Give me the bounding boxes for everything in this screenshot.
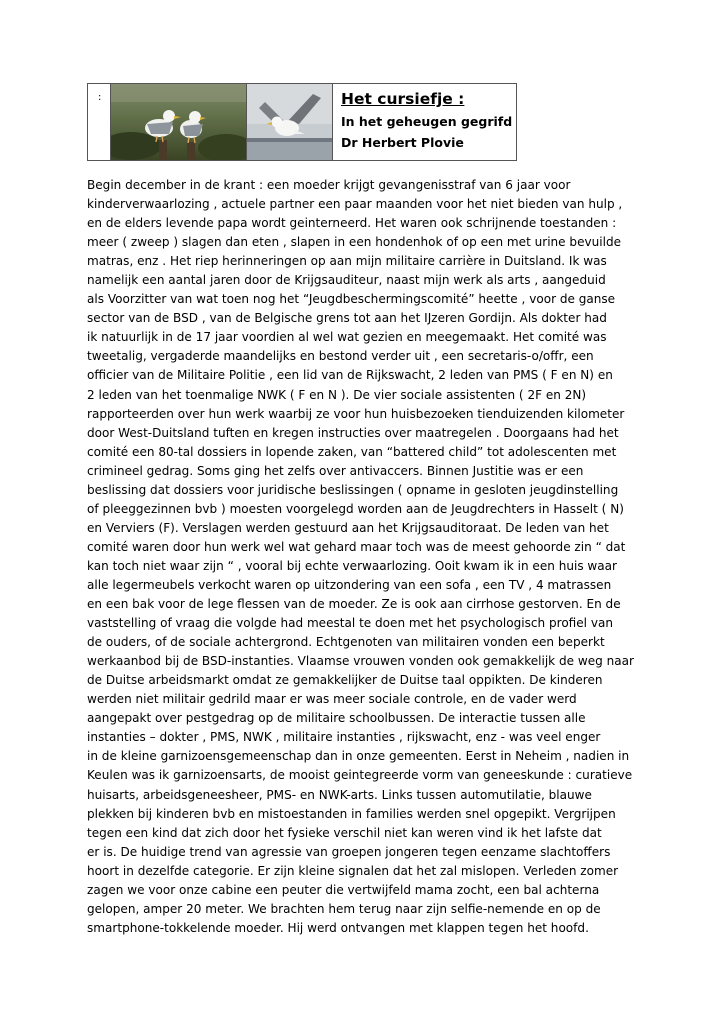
article-line: crimineel gedrag. Soms ging het zelfs over antivaccers. Binnen Justitie was er een	[87, 463, 584, 478]
column-title: Het cursiefje :	[341, 90, 465, 108]
article-line: huisarts, arbeidsgeneesheer, PMS- en NWK-arts. Links tussen automutilatie, blauwe	[87, 787, 592, 802]
article-line: Keulen was ik garnizoensarts, de mooist geintegreerde vorm van geneeskunde : curatieve	[87, 768, 633, 783]
article-line: comité waren door hun werk wel wat gehard maar toch was de meest gehoorde zin “ dat	[87, 539, 626, 554]
article-line: alle legermeubels verkocht waren op uitzondering van een sofa , een TV , 4 matrassen	[87, 577, 612, 592]
photo-cell-left	[111, 84, 247, 161]
article-line: de ouders, of de sociale achtergrond. Echtgenoten van militairen vonden een beperkt	[87, 635, 605, 650]
article-line: kinderverwaarlozing , actuele partner een paar maanden voor het niet bieden van hulp ,	[87, 197, 623, 212]
article-line: tweetalig, vergaderde maandelijks en bestond verder uit , een secretaris-o/offr, een	[87, 349, 594, 364]
article-line: matras, enz . Het riep herinneringen op aan mijn militaire carrière in Duitsland. Ik was	[87, 254, 607, 269]
seagulls-photo	[111, 84, 246, 160]
article-line: de Duitse arbeidsmarkt omdat ze gemakkelijker de Duitse taal oppikten. De kinderen	[87, 673, 603, 688]
photo-cell-right	[247, 84, 333, 161]
article-line: namelijk een aantal jaren door de Krijgsauditeur, naast mijn werk als arts , aangeduid	[87, 273, 606, 288]
article-line: 2 leden van het toenmalige NWK ( F en N ). De vier sociale assistenten ( 2F en 2N)	[87, 387, 587, 402]
article-line: of pleeggezinnen bvb ) moesten voorgelegd worden aan de Jeugdrechters in Hasselt ( N)	[87, 501, 624, 516]
article-line: zagen we voor onze cabine een peuter die vertwijfeld mama zocht, een bal achterna	[87, 882, 600, 897]
article-line: vaststelling of vraag die volgde had meestal te doen met het psychologisch profiel van	[87, 616, 614, 631]
title-cell	[333, 84, 517, 161]
article-line: beslissing dat dossiers voor juridische beslissingen ( opname in gesloten jeugdinstelling	[87, 482, 619, 497]
article-line: ik natuurlijk in de 17 jaar voordien al wel wat gezien en meegemaakt. Het comité was	[87, 330, 607, 345]
article-line: meer ( zweep ) slagen dan eten , slapen in een hondenhok of op een met urine bevuilde	[87, 235, 622, 250]
header-table	[87, 83, 517, 161]
article-line: plekken bij kinderen bvb en mistoestanden in families werden snel opgepikt. Vergrijpen	[87, 806, 616, 821]
article-line: kan toch niet waar zijn “ , vooral bij echte verwaarlozing. Ooit kwam ik in een huis waar	[87, 558, 618, 573]
column-subtitle: In het geheugen gegrifd	[341, 114, 513, 129]
article-line: en de elders levende papa wordt geinterneerd. Het waren ook schrijnende toestanden :	[87, 216, 617, 231]
article-line: rapporteerden over hun werk waarbij ze voor hun huisbezoeken tienduizenden kilometer	[87, 406, 625, 421]
article-line: er is. De huidige trend van agressie van groepen jongeren tegen eenzame slachtoffers	[87, 844, 611, 859]
article-line: officier van de Militaire Politie , een lid van de Rijkswacht, 2 leden van PMS ( F en N) en	[87, 368, 613, 383]
article-line: tegen een kind dat zich door het fysieke verschil niet kan weren vind ik het lafste dat	[87, 825, 602, 840]
article-line: werkaanbod bij de BSD-instanties. Vlaamse vrouwen vonden ook gemakkelijk de weg naar	[87, 654, 634, 669]
article-line: werden niet militair gedrild maar er was meer sociale controle, en de vader werd	[87, 692, 577, 707]
article-line: door West-Duitsland tuften en kregen instructies over maatregelen . Doorgaans had het	[87, 425, 619, 440]
author-name: Dr Herbert Plovie	[341, 135, 464, 150]
article-line: in de kleine garnizoensgemeenschap dan in onze gemeenten. Eerst in Neheim , nadien in	[87, 749, 630, 764]
seagull-landing-photo	[247, 84, 332, 160]
article-line: en Verviers (F). Verslagen werden gestuurd aan het Krijgsauditoraat. De leden van het	[87, 520, 609, 535]
article-body	[87, 176, 642, 938]
article-line: aangepakt over pestgedrag op de militaire schoolbussen. De interactie tussen alle	[87, 711, 586, 726]
article-line: sector van de BSD , van de Belgische grens tot aan het IJzeren Gordijn. Als dokter had	[87, 311, 607, 326]
article-line: smartphone-tokkelende moeder. Hij werd ontvangen met klappen tegen het hoofd.	[87, 920, 589, 935]
article-line: en een bak voor de lege flessen van de moeder. Ze is ook aan cirrhose gestorven. En de	[87, 597, 621, 612]
article-line: gelopen, amper 20 meter. We brachten hem terug naar zijn selfie-nemende en op de	[87, 901, 601, 916]
article-line: als Voorzitter van wat toen nog het “Jeugdbeschermingscomité” heette , voor de ganse	[87, 292, 616, 307]
header-mark-cell	[88, 84, 111, 161]
article-line: hoort in dezelfde categorie. Er zijn kleine signalen dat het zal mislopen. Verleden zomer	[87, 863, 619, 878]
header-mark: :	[98, 92, 102, 103]
article-line: comité een 80-tal dossiers in lopende zaken, van “battered child” tot adolescenten met	[87, 444, 617, 459]
article-line: Begin december in de krant : een moeder krijgt gevangenisstraf van 6 jaar voor	[87, 178, 571, 192]
article-line: instanties – dokter , PMS, NWK , militaire instanties , rijkswacht, enz - was veel enger	[87, 730, 601, 745]
